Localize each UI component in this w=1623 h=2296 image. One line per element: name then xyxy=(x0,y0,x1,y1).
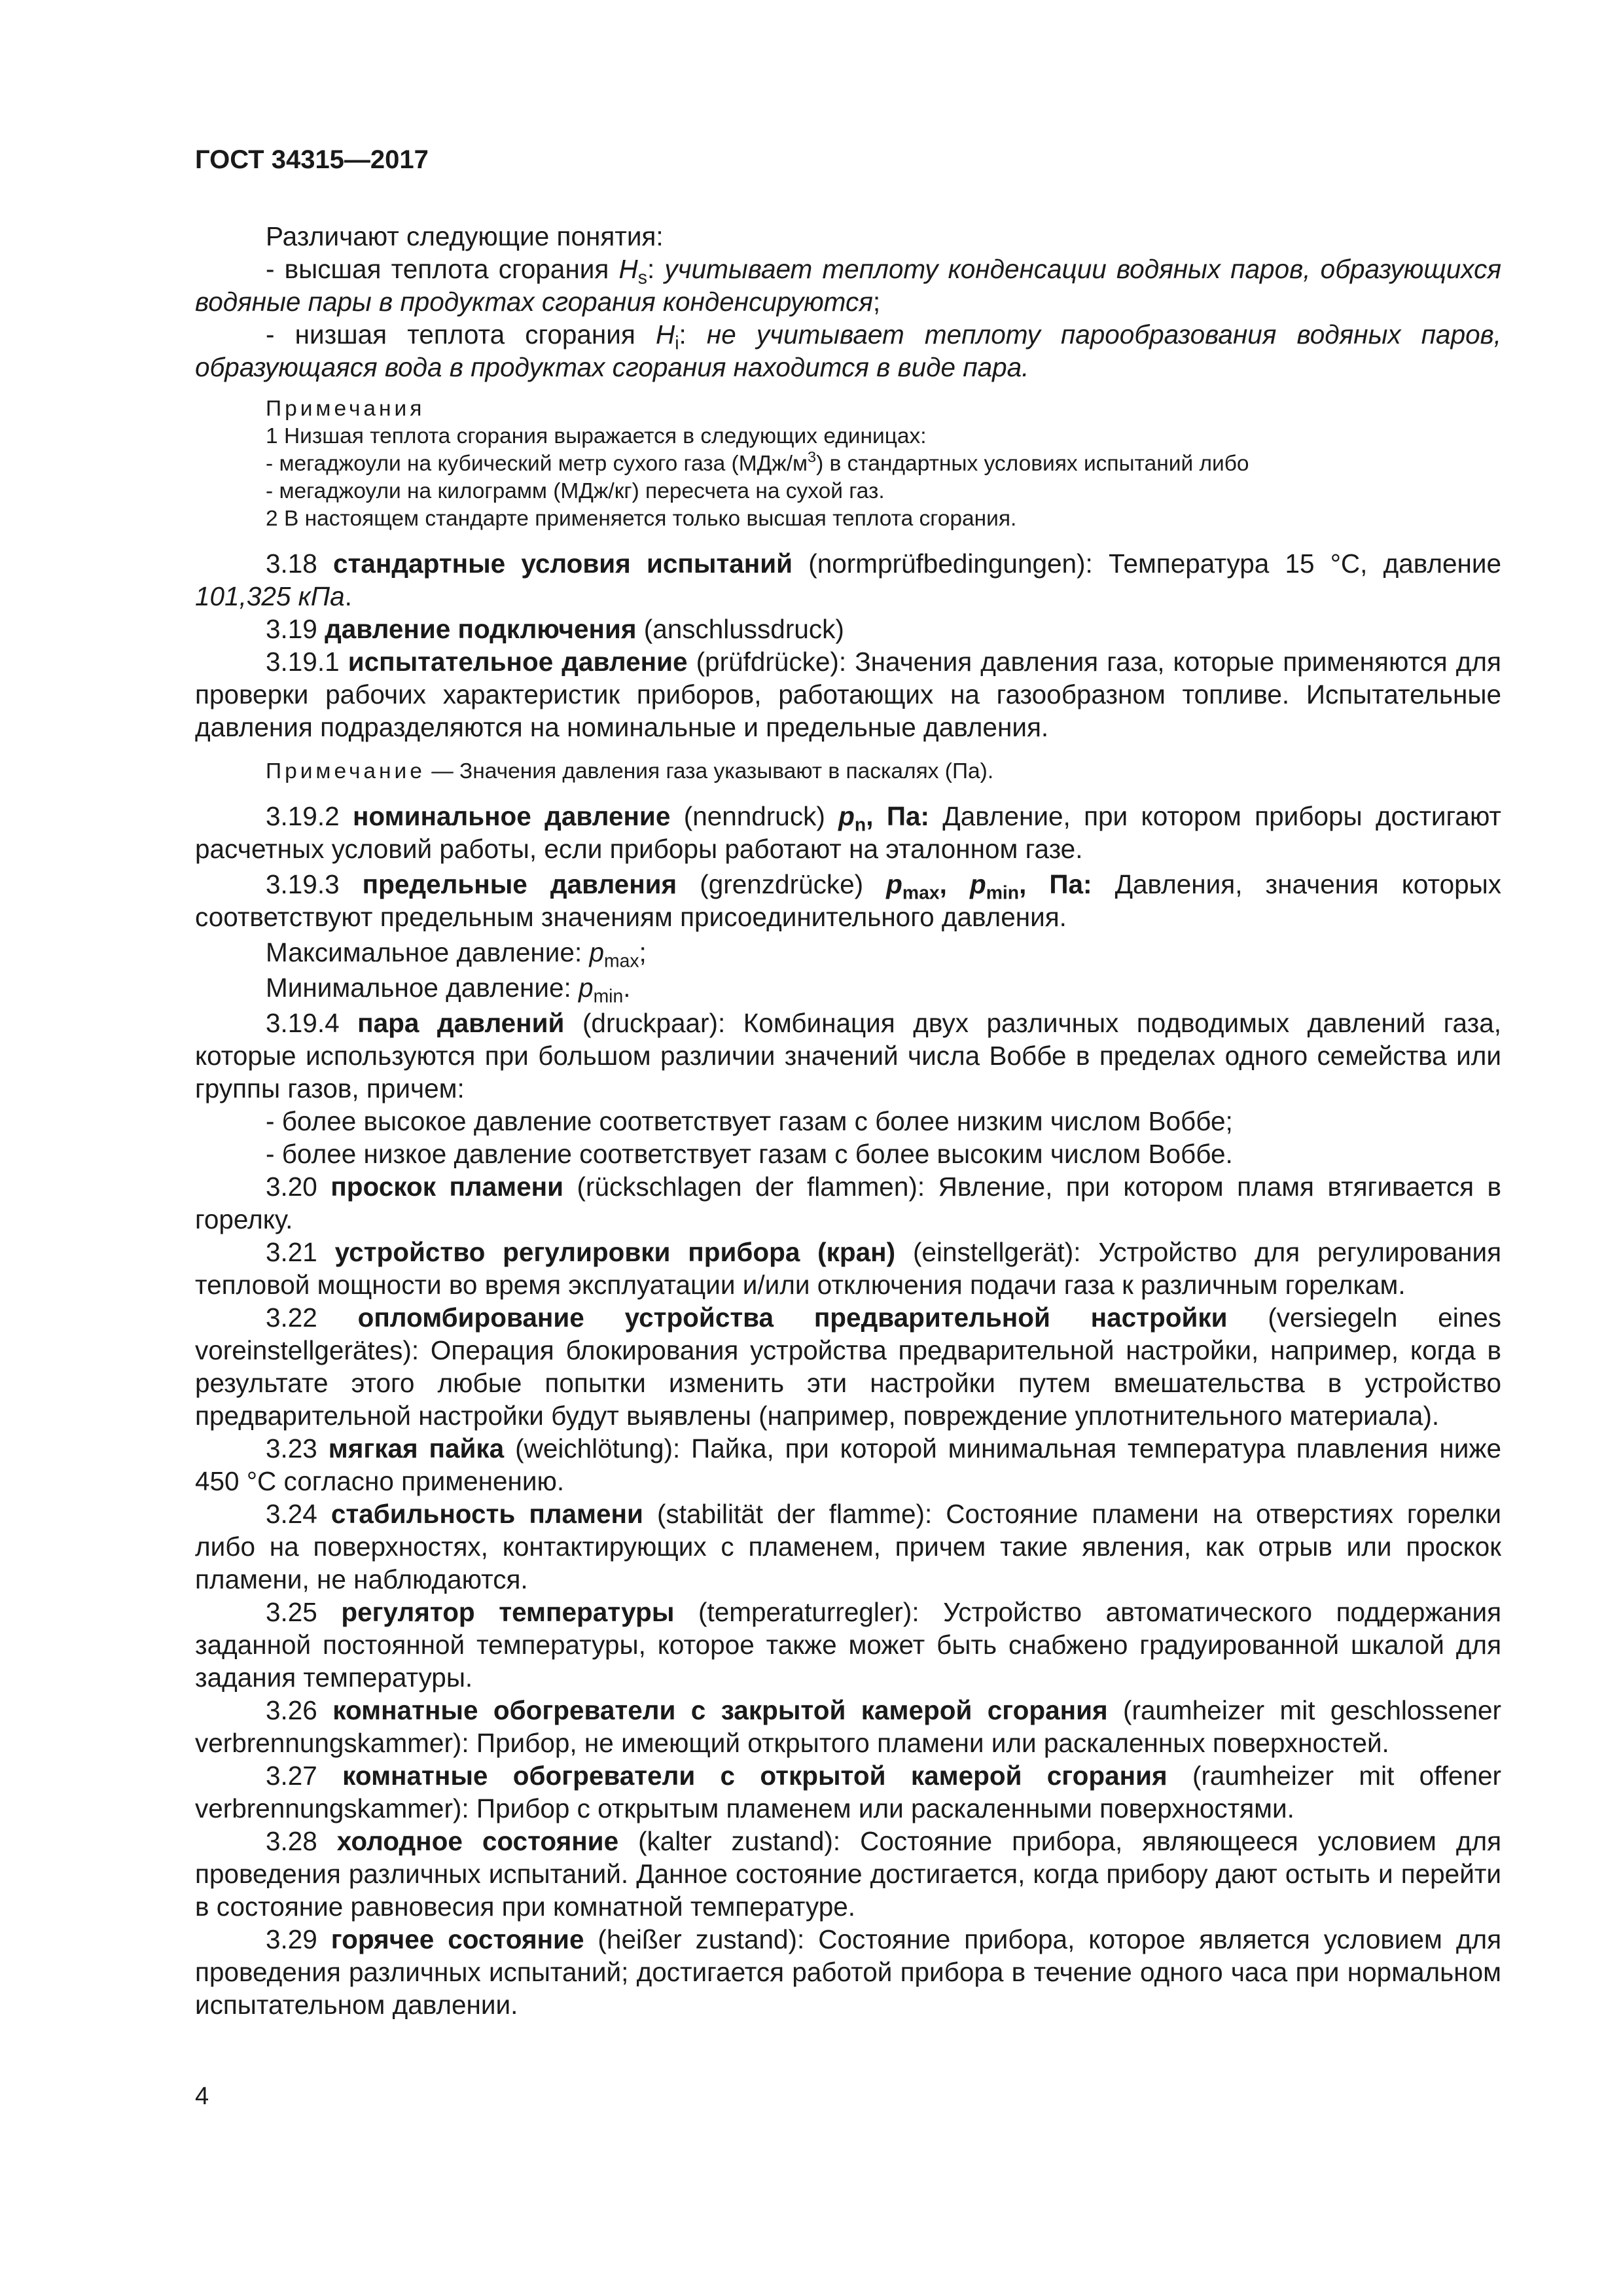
document-page xyxy=(195,144,1501,2021)
section-3-22: 3.22 опломбирование устройства предварительной настройки (versiegeln eines voreinstellgerätes): Операция блокирования устройства предварительной настройки, например, когда в результате этого любые попытки изменить эти настройки путем вмешательства в устройство предварительной настройки будут выявлены (например, повреждение уплотнительного материала). xyxy=(195,1302,1502,1431)
section-3-19-3: 3.19.3 предельные давления (grenzdrücke) $p_{max}$, $p_{min}$, Па: Давления, значения которых соответствуют предельным значениям присоединительного давления. xyxy=(195,869,1502,932)
section-3-27: 3.27 комнатные обогреватели с открытой камерой сгорания (raumheizer mit offener verbrennungskammer): Прибор с открытым пламенем или раскаленными поверхностями. xyxy=(195,1761,1501,1823)
section-3-29: 3.29 горячее состояние (heißer zustand): Состояние прибора, которое является условием для проведения различных испытаний; достигается работой прибора в течение одного часа при нормальном испытательном давлении. xyxy=(195,1924,1502,2020)
hs-definition: - высшая теплота сгорания $H_s$: учитывает теплоту конденсации водяных паров, образующихся водяные пары в продуктах сгорания конденсируются; xyxy=(195,254,1501,317)
document-header: ГОСТ 34315—2017 xyxy=(195,145,429,174)
section-3-19-1: 3.19.1 испытательное давление (prüfdrücke): Значения давления газа, которые применяются для проверки рабочих характеристик приборов, работающих на газообразном топливе. Испытательные давления подразделяются на номинальные и предельные давления. xyxy=(195,647,1501,742)
section-3-21: 3.21 устройство регулировки прибора (кран) (einstellgerät): Устройство для регулирования тепловой мощности во время эксплуатации и/или отключения подачи газа к различным горелкам. xyxy=(195,1237,1502,1300)
max-pressure-line: Максимальное давление: $p_{max}$; xyxy=(266,937,647,972)
section-3-28: 3.28 холодное состояние (kalter zustand): Состояние прибора, являющееся условием для проведения различных испытаний. Данное состояние достигается, когда прибору дают остыть и перейти в состояние равновесия при комнатной температуре. xyxy=(195,1826,1502,1922)
section-3-18: 3.18 стандартные условия испытаний (normprüfbedingungen): Температура 15 °С, давление 101,325 кПа. xyxy=(195,548,1501,611)
section-3-20: 3.20 проскок пламени (rückschlagen der flammen): Явление, при котором пламя втягивается в горелку. xyxy=(195,1172,1501,1234)
section-3-19-2: 3.19.2 номинальное давление (nenndruck) $p_n$, Па: Давление, при котором приборы достигают расчетных условий работы, если приборы работают на эталонном газе. xyxy=(195,801,1501,864)
notes-block xyxy=(195,395,1501,533)
bullet-high-pressure: - более высокое давление соответствует газам с более низким числом Воббе; xyxy=(266,1106,1233,1136)
section-3-19: 3.19 давление подключения (anschlussdruck) xyxy=(266,614,844,644)
intro-line: Различают следующие понятия: xyxy=(266,221,664,251)
min-pressure-line: Минимальное давление: $p_{min}$. xyxy=(266,973,631,1007)
page-number: 4 xyxy=(195,2083,209,2110)
section-3-26: 3.26 комнатные обогреватели с закрытой камерой сгорания (raumheizer mit geschlossener verbrennungskammer): Прибор, не имеющий открытого пламени или раскаленных поверхностей. xyxy=(195,1695,1501,1758)
note-1b: - мегаджоули на килограмм (МДж/кг) пересчета на сухой газ. xyxy=(266,479,885,503)
section-3-19-4: 3.19.4 пара давлений (druckpaar): Комбинация двух различных подводимых давлений газа, которые используются при большом различии значений числа Воббе в пределах одного семейства или группы газов, причем: xyxy=(195,1008,1501,1103)
note-1a: - мегаджоули на кубический метр сухого газа $(МДж/м^3)$ в стандартных условиях испытаний либо xyxy=(266,448,1249,476)
note-1: 1 Низшая теплота сгорания выражается в следующих единицах: xyxy=(266,424,927,448)
hi-definition: - низшая теплота сгорания $H_i$: не учитывает теплоту парообразования водяных паров, образующаяся вода в продуктах сгорания находится в виде пара. xyxy=(195,319,1502,382)
note-3-19: Примечание — Значения давления газа указывают в паскалях (Па). xyxy=(266,759,994,783)
note-2: 2 В настоящем стандарте применяется только высшая теплота сгорания. xyxy=(266,507,1017,531)
section-3-24: 3.24 стабильность пламени (stabilität der flamme): Состояние пламени на отверстиях горелки либо на поверхностях, контактирующих с пламенем, причем такие явления, как отрыв или проскок пламени, не наблюдаются. xyxy=(195,1499,1501,1594)
notes-title: Примечания xyxy=(266,397,425,421)
section-3-25: 3.25 регулятор температуры (temperaturregler): Устройство автоматического поддержания заданной постоянной температуры, которое также может быть снабжено градуированной шкалой для задания температуры. xyxy=(195,1597,1501,1693)
bullet-low-pressure: - более низкое давление соответствует газам с более высоким числом Воббе. xyxy=(266,1139,1233,1169)
section-3-23: 3.23 мягкая пайка (weichlötung): Пайка, при которой минимальная температура плавления ниже 450 °С согласно применению. xyxy=(195,1433,1501,1496)
